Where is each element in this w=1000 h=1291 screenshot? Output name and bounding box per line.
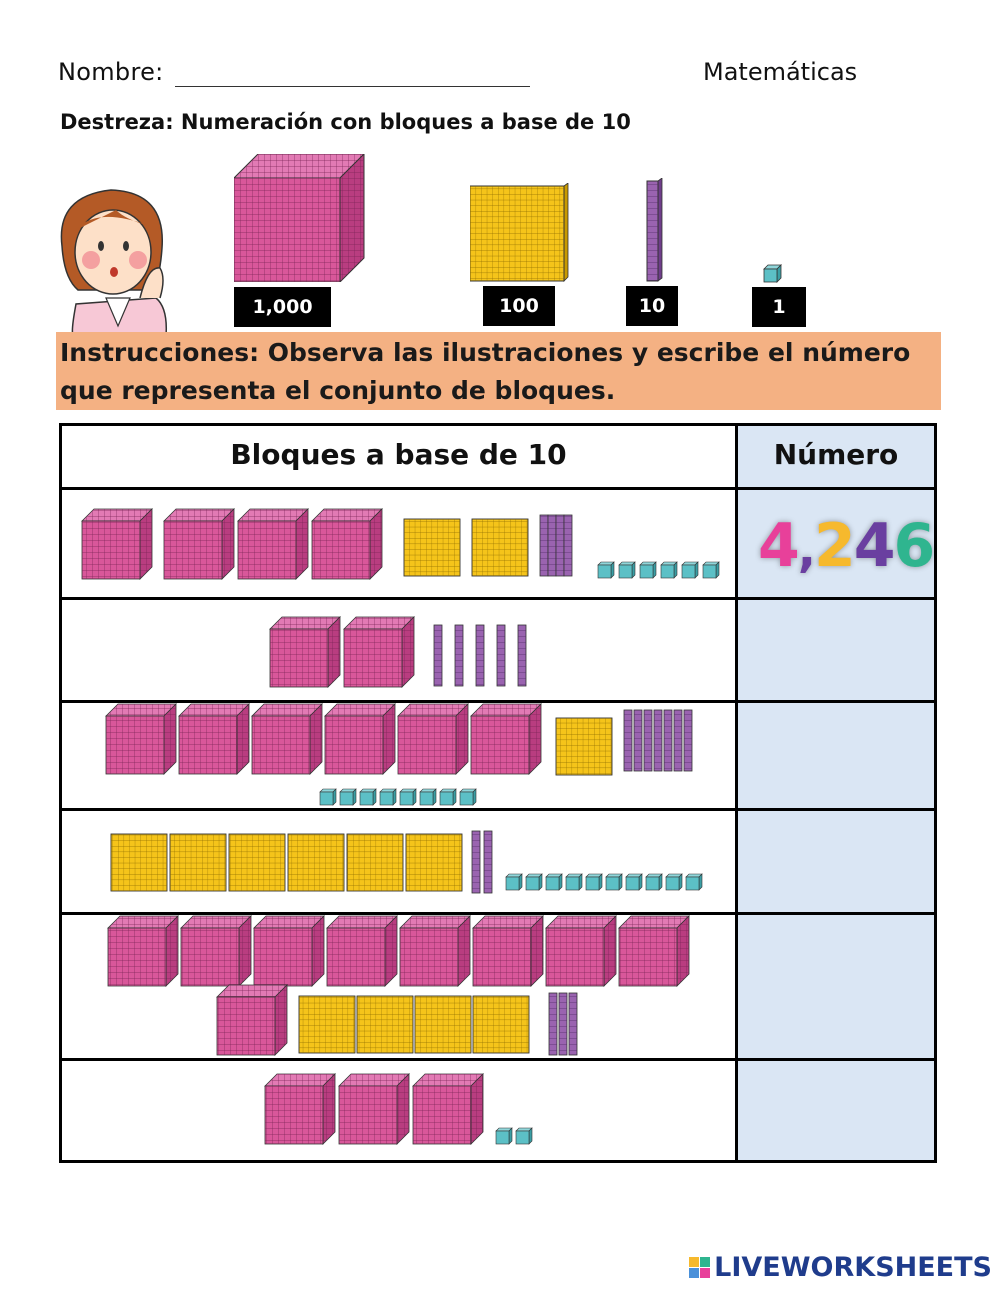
unit-cube xyxy=(440,789,456,805)
ten-rod xyxy=(548,515,556,576)
hundred-flat xyxy=(473,996,529,1053)
blocks-table xyxy=(59,423,937,1163)
ten-rod xyxy=(624,710,632,771)
unit-cube xyxy=(516,1128,532,1144)
hundred-flat xyxy=(404,519,460,576)
thousand-cube xyxy=(325,704,395,774)
hundred-flat xyxy=(347,834,403,891)
unit-cube xyxy=(566,874,582,890)
unit-cube xyxy=(703,562,719,578)
unit-cube xyxy=(682,562,698,578)
column-header-number: Número xyxy=(773,438,899,471)
thousand-cube xyxy=(398,704,468,774)
thousand-cube xyxy=(217,985,287,1055)
ten-rod xyxy=(476,625,484,686)
unit-cube xyxy=(496,1128,512,1144)
unit-cube xyxy=(626,874,642,890)
answer-cell[interactable] xyxy=(738,811,934,912)
unit-cube xyxy=(598,562,614,578)
thousand-cube xyxy=(265,1074,335,1144)
skill-title: Destreza: Numeración con bloques a base de 10 xyxy=(60,110,631,134)
ten-rod xyxy=(518,625,526,686)
label-hundred: 100 xyxy=(483,286,555,326)
subject-label: Matemáticas xyxy=(703,58,858,86)
thousand-cube xyxy=(344,617,414,687)
ten-rod xyxy=(434,625,442,686)
thousand-cube xyxy=(252,704,322,774)
unit-cube xyxy=(380,789,396,805)
ten-rod xyxy=(455,625,463,686)
unit-cube xyxy=(320,789,336,805)
ten-rod xyxy=(497,625,505,686)
unit-cube xyxy=(460,789,476,805)
thousand-cube xyxy=(82,509,152,579)
unit-cube xyxy=(619,562,635,578)
answer-cell[interactable] xyxy=(738,600,934,700)
thousand-cube xyxy=(619,916,689,986)
column-header-blocks: Bloques a base de 10 xyxy=(230,438,567,471)
ten-rod xyxy=(569,993,577,1055)
column-divider xyxy=(735,426,738,1160)
instructions-text: Instrucciones: Observa las ilustraciones y escribe el número que representa el conjunto de bloques. xyxy=(60,338,911,405)
unit-cube xyxy=(586,874,602,890)
thousand-cube xyxy=(413,1074,483,1144)
thousand-cube xyxy=(327,916,397,986)
thinking-girl-illustration xyxy=(56,186,178,336)
blocks-illustrations xyxy=(62,426,735,1160)
unit-cube xyxy=(420,789,436,805)
label-thousand: 1,000 xyxy=(234,287,331,327)
ten-rod xyxy=(540,515,548,576)
hundred-flat xyxy=(357,996,413,1053)
answer-cell[interactable] xyxy=(738,915,934,1058)
thousand-cube xyxy=(339,1074,409,1144)
thousand-cube xyxy=(473,916,543,986)
ten-rod xyxy=(549,993,557,1055)
unit-cube xyxy=(526,874,542,890)
hundred-flat xyxy=(111,834,167,891)
ten-rod xyxy=(559,993,567,1055)
thousand-cube xyxy=(254,916,324,986)
label-ten: 10 xyxy=(626,286,678,326)
thousand-cube xyxy=(106,704,176,774)
hundred-flat xyxy=(415,996,471,1053)
hundred-flat xyxy=(556,718,612,775)
thousand-cube xyxy=(312,509,382,579)
thousand-cube xyxy=(181,916,251,986)
logo-icon xyxy=(689,1257,710,1278)
unit-cube xyxy=(686,874,702,890)
unit-cube xyxy=(360,789,376,805)
thousand-cube xyxy=(108,916,178,986)
liveworksheets-logo xyxy=(689,1252,992,1283)
hundred-flat xyxy=(288,834,344,891)
thousand-cube-legend xyxy=(234,154,366,282)
label-one: 1 xyxy=(752,287,806,327)
unit-cube xyxy=(661,562,677,578)
unit-cube xyxy=(506,874,522,890)
hundred-flat-legend xyxy=(470,183,570,283)
ten-rod xyxy=(664,710,672,771)
ten-rod xyxy=(644,710,652,771)
hundred-flat xyxy=(472,519,528,576)
ten-rod xyxy=(564,515,572,576)
unit-cube xyxy=(606,874,622,890)
unit-cube xyxy=(666,874,682,890)
ten-rod-legend xyxy=(645,178,663,282)
thousand-cube xyxy=(270,617,340,687)
ten-rod xyxy=(654,710,662,771)
hundred-flat xyxy=(299,996,355,1053)
unit-cube xyxy=(646,874,662,890)
name-blank-line[interactable] xyxy=(175,86,530,87)
thousand-cube xyxy=(238,509,308,579)
hundred-flat xyxy=(229,834,285,891)
unit-cube-legend xyxy=(763,264,783,284)
ten-rod xyxy=(484,831,492,893)
unit-cube xyxy=(640,562,656,578)
hundred-flat xyxy=(170,834,226,891)
thousand-cube xyxy=(400,916,470,986)
unit-cube xyxy=(400,789,416,805)
ten-rod xyxy=(472,831,480,893)
example-answer: 4,246 xyxy=(758,511,934,581)
thousand-cube xyxy=(179,704,249,774)
ten-rod xyxy=(634,710,642,771)
thousand-cube xyxy=(546,916,616,986)
logo-text: LIVEWORKSHEETS xyxy=(714,1252,992,1283)
thousand-cube xyxy=(164,509,234,579)
ten-rod xyxy=(556,515,564,576)
unit-cube xyxy=(546,874,562,890)
answer-cell[interactable] xyxy=(738,1061,934,1160)
name-label: Nombre: xyxy=(58,58,164,86)
hundred-flat xyxy=(406,834,462,891)
ten-rod xyxy=(674,710,682,771)
answer-cell[interactable] xyxy=(738,703,934,808)
thousand-cube xyxy=(471,704,541,774)
ten-rod xyxy=(684,710,692,771)
instructions-banner xyxy=(56,332,941,410)
unit-cube xyxy=(340,789,356,805)
